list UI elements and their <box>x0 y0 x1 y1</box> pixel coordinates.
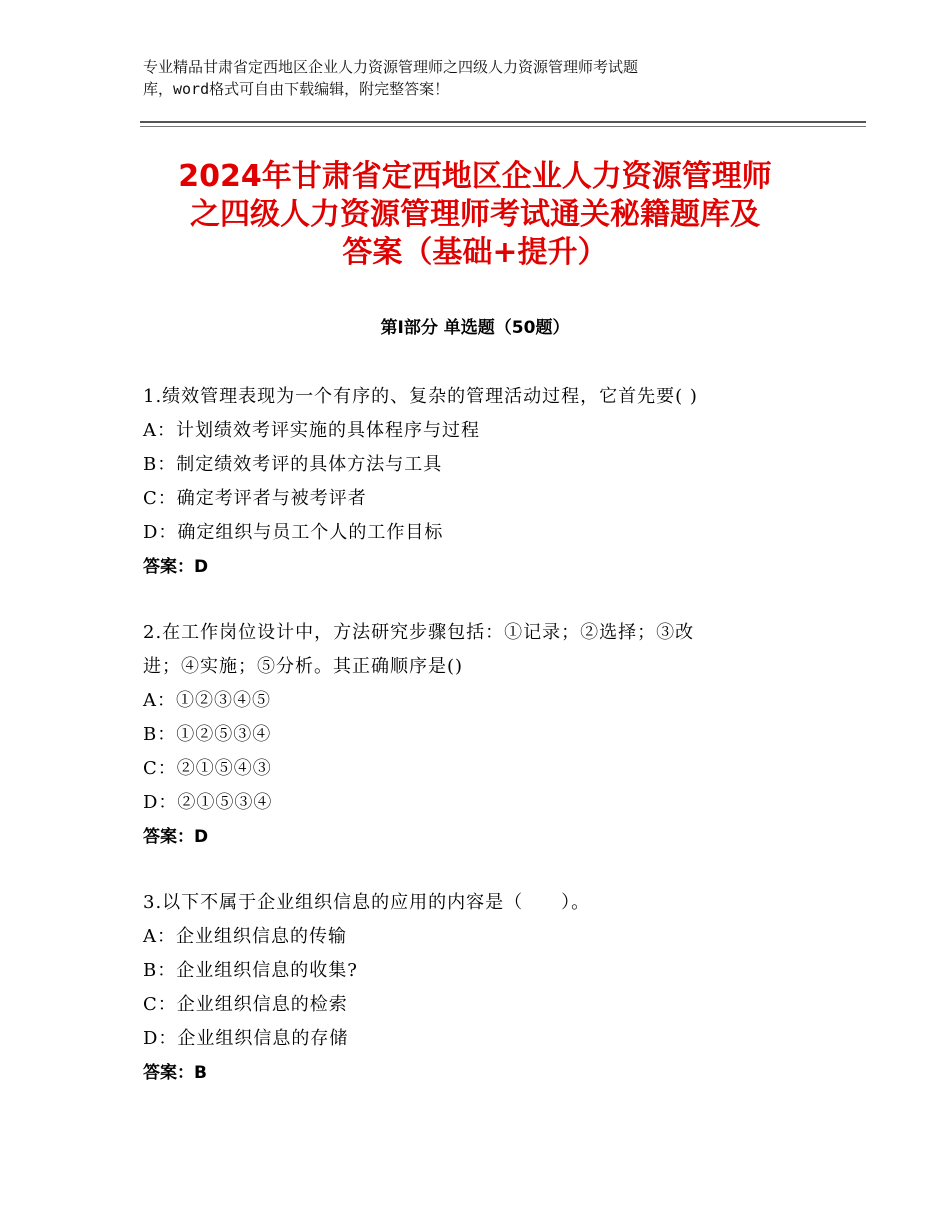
option-d: D：②①⑤③④ <box>143 792 273 813</box>
header-divider <box>140 121 866 123</box>
header-note-line-1: 专业精品甘肃省定西地区企业人力资源管理师之四级人力资源管理师考试题 <box>143 58 639 76</box>
document-title-line-3: 答案（基础+提升） <box>342 235 608 270</box>
question-1 <box>143 380 793 584</box>
option-b: B：①②⑤③④ <box>143 724 272 745</box>
answer-label: 答案：D <box>143 557 209 577</box>
option-c: C：确定考评者与被考评者 <box>143 488 367 509</box>
question-stem-continued: 进；④实施；⑤分析。其正确顺序是() <box>143 656 464 677</box>
header-note-line-2: 库，word格式可自由下载编辑，附完整答案！ <box>143 80 450 98</box>
answer-label: 答案：D <box>143 827 209 847</box>
option-c: C：②①⑤④③ <box>143 758 272 779</box>
option-c: C：企业组织信息的检索 <box>143 994 348 1015</box>
question-stem: 3.以下不属于企业组织信息的应用的内容是（ ）。 <box>143 892 591 913</box>
question-stem: 2.在工作岗位设计中，方法研究步骤包括：①记录；②选择；③改 <box>143 622 695 643</box>
question-2 <box>143 616 793 854</box>
option-d: D：企业组织信息的存储 <box>143 1028 349 1049</box>
option-a: A：①②③④⑤ <box>143 690 271 711</box>
question-stem: 1.绩效管理表现为一个有序的、复杂的管理活动过程，它首先要( ) <box>143 386 698 407</box>
option-a: A：计划绩效考评实施的具体程序与过程 <box>143 420 480 441</box>
answer-label: 答案：B <box>143 1063 207 1083</box>
header-note <box>143 56 823 100</box>
option-b: B：制定绩效考评的具体方法与工具 <box>143 454 443 475</box>
question-list <box>143 380 793 1122</box>
document-title <box>120 158 830 272</box>
option-d: D：确定组织与员工个人的工作目标 <box>143 522 444 543</box>
section-heading: 第Ⅰ部分 单选题（50题） <box>380 318 570 338</box>
document-title-line-2: 之四级人力资源管理师考试通关秘籍题库及 <box>190 197 760 232</box>
question-3 <box>143 886 793 1090</box>
document-title-line-1: 2024年甘肃省定西地区企业人力资源管理师 <box>178 159 772 194</box>
header-divider-thin <box>140 126 866 127</box>
option-a: A：企业组织信息的传输 <box>143 926 347 947</box>
option-b: B：企业组织信息的收集? <box>143 960 358 981</box>
